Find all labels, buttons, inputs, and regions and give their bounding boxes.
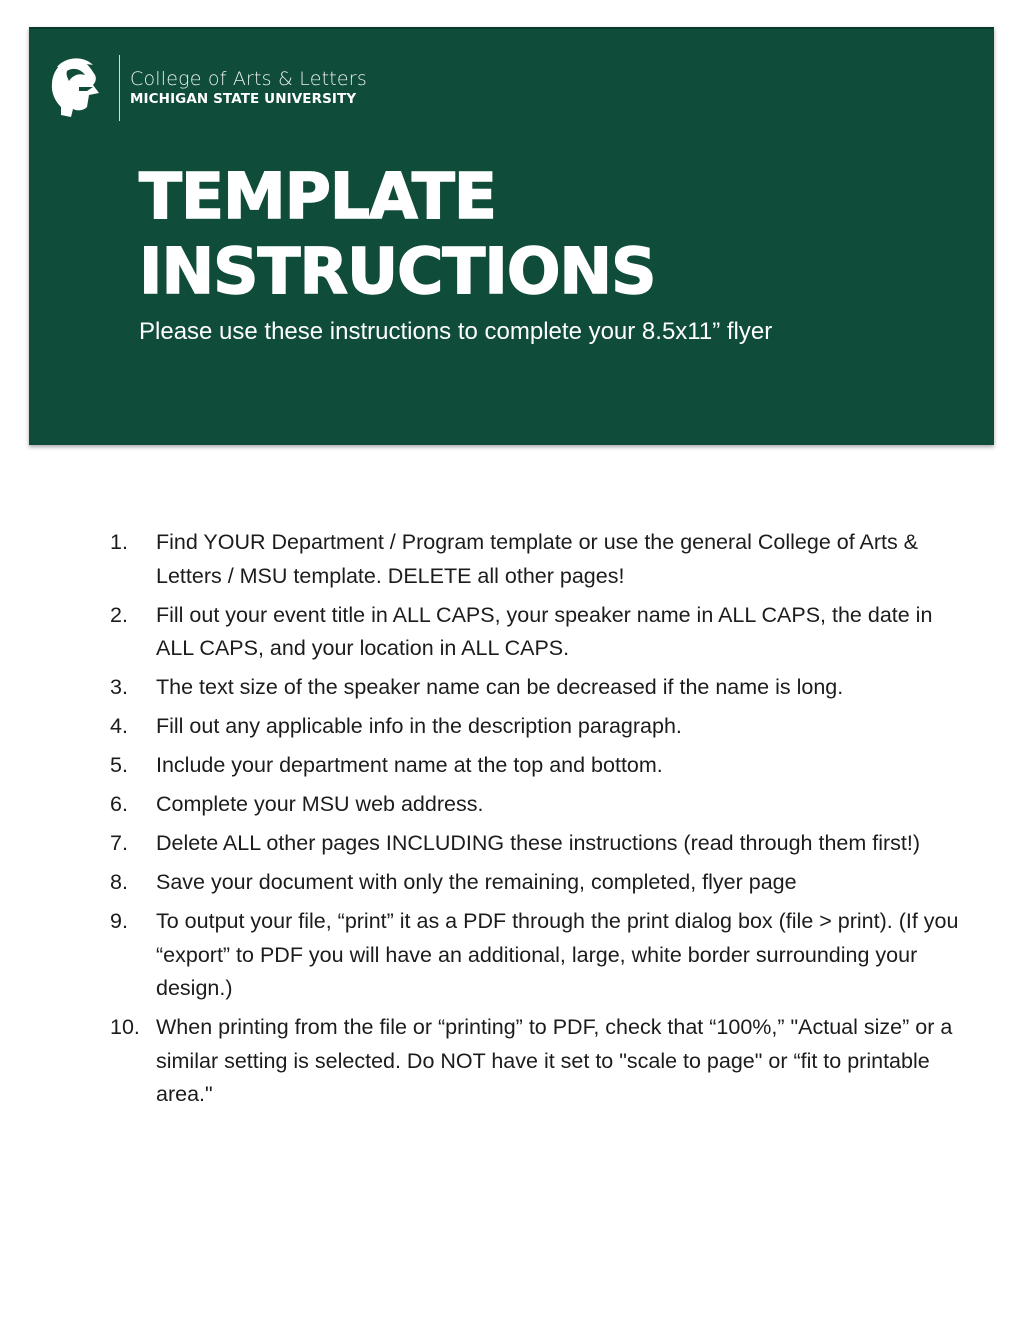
spartan-helmet-icon	[49, 57, 103, 119]
step-text: The text size of the speaker name can be decreased if the name is long.	[156, 675, 844, 699]
step-text: To output your file, “print” it as a PDF through the print dialog box (file > print). (If you “export” to PDF you will have an additional, large, white border surrounding your design.)	[156, 909, 959, 1000]
logo-divider	[119, 55, 120, 121]
step-text: Save your document with only the remaining, completed, flyer page	[156, 870, 797, 894]
step-text: Fill out your event title in ALL CAPS, your speaker name in ALL CAPS, the date in ALL CAPS, and your location in ALL CAPS.	[156, 602, 933, 660]
step-number: 10.	[110, 1015, 140, 1039]
list-item	[110, 710, 960, 744]
step-number: 3.	[110, 675, 128, 699]
step-text: Complete your MSU web address.	[156, 792, 484, 816]
step-number: 7.	[110, 831, 128, 855]
step-number: 4.	[110, 714, 128, 738]
header-banner	[29, 27, 994, 445]
college-logo	[49, 55, 367, 121]
step-number: 1.	[110, 530, 128, 554]
list-item	[110, 599, 960, 666]
list-item	[110, 866, 960, 900]
list-item	[110, 827, 960, 861]
list-item	[110, 905, 960, 1006]
step-number: 2.	[110, 602, 128, 627]
university-name: MICHIGAN STATE UNIVERSITY	[130, 91, 357, 107]
step-text: Fill out any applicable info in the description paragraph.	[156, 714, 682, 738]
list-item	[110, 526, 960, 593]
title-line-1: TEMPLATE	[139, 160, 496, 233]
title-line-2: INSTRUCTIONS	[139, 235, 656, 308]
step-text: Find YOUR Department / Program template or use the general College of Arts & Letters / MSU template. DELETE all other pages!	[156, 530, 919, 588]
page-subtitle: Please use these instructions to complete your 8.5x11” flyer	[139, 318, 773, 345]
list-item	[110, 1011, 960, 1112]
instruction-list	[110, 526, 960, 1117]
step-number: 9.	[110, 909, 128, 933]
list-item	[110, 749, 960, 783]
page-title	[139, 159, 656, 309]
list-item	[110, 671, 960, 705]
college-name: College of Arts & Letters	[130, 68, 367, 90]
logo-text	[130, 68, 367, 108]
step-text: Include your department name at the top and bottom.	[156, 753, 663, 777]
list-item	[110, 788, 960, 822]
step-number: 5.	[110, 753, 128, 777]
step-number: 6.	[110, 792, 128, 816]
step-number: 8.	[110, 870, 128, 894]
step-text: When printing from the file or “printing” to PDF, check that “100%,” "Actual size” or a similar setting is selected. Do NOT have it set to "scale to page" or “fit to printable area."	[156, 1015, 953, 1106]
step-text: Delete ALL other pages INCLUDING these instructions (read through them first!)	[156, 831, 921, 855]
